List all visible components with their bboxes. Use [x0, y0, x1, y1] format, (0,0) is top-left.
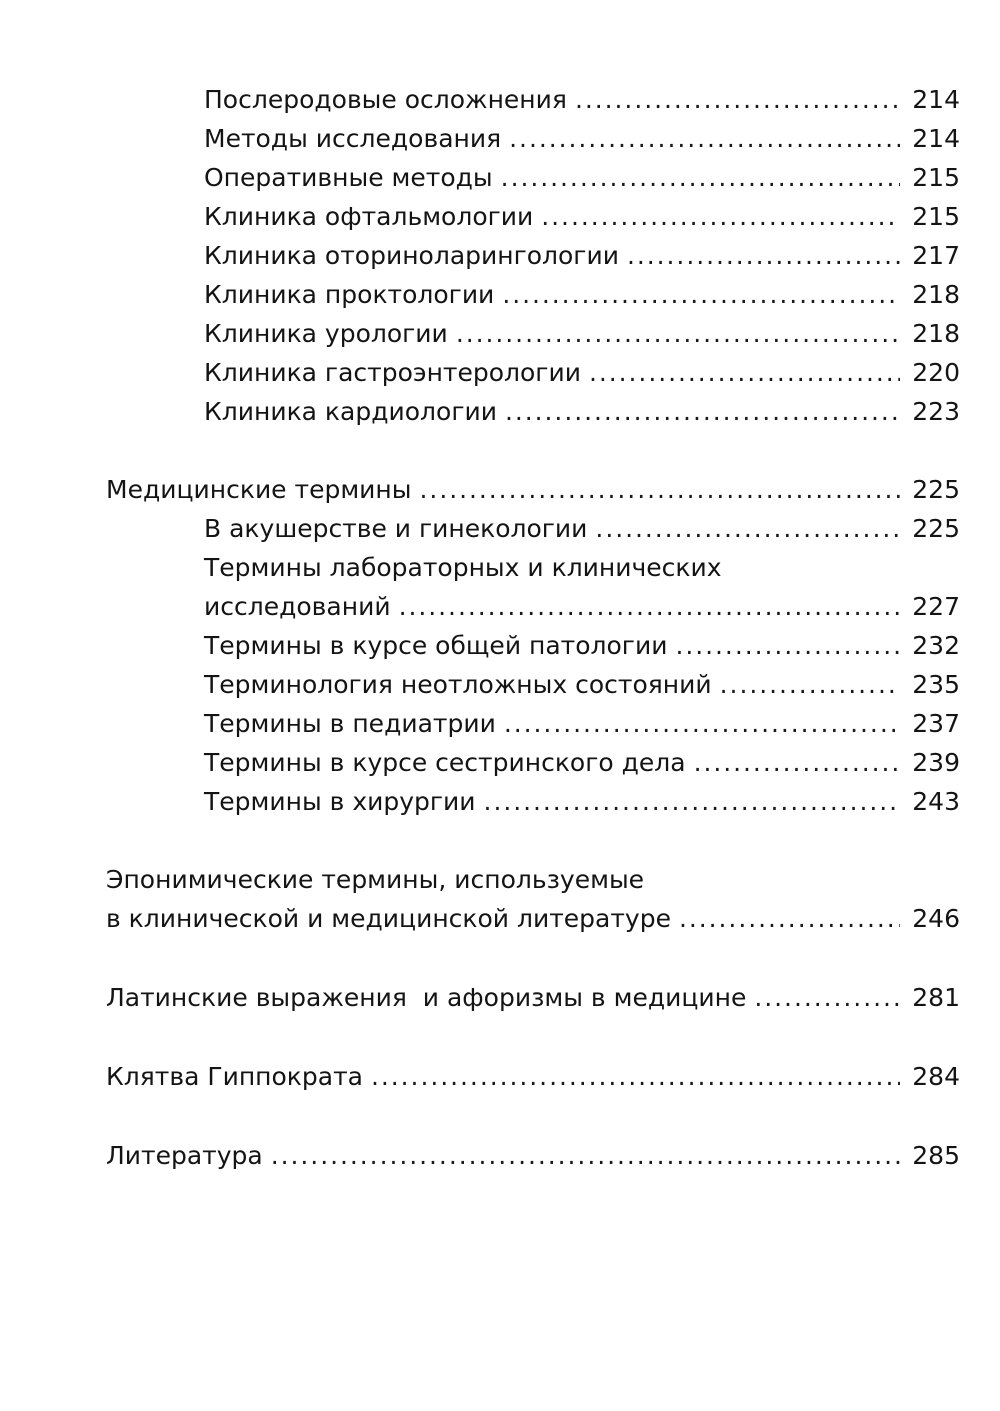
- toc-entry[interactable]: [204, 236, 960, 275]
- toc-entry[interactable]: [204, 197, 960, 236]
- toc-section-entry[interactable]: [106, 978, 960, 1017]
- toc-entry-page: 215: [912, 202, 960, 231]
- dot-leader: [509, 119, 900, 158]
- toc-entry[interactable]: [204, 314, 960, 353]
- dot-leader: [675, 626, 900, 665]
- toc-section-title: Литература: [106, 1141, 263, 1170]
- toc-entry-title: Термины в хирургии: [204, 787, 476, 816]
- dot-leader: [627, 236, 900, 275]
- toc-section-page: 225: [912, 475, 960, 504]
- dot-leader: [589, 353, 900, 392]
- toc-entry[interactable]: [204, 80, 960, 119]
- dot-leader: [484, 782, 901, 821]
- dot-leader: [371, 1057, 900, 1096]
- toc-entry-title: Клиника урологии: [204, 319, 448, 348]
- toc-section-title: Медицинские термины: [106, 475, 412, 504]
- toc-section-title: Латинские выражения и афоризмы в медицине: [106, 983, 747, 1012]
- dot-leader: [501, 158, 901, 197]
- dot-leader: [271, 1136, 901, 1175]
- toc-entry-title: Терминология неотложных состояний: [204, 670, 712, 699]
- dot-leader: [420, 470, 901, 509]
- toc-entry-title: Клиника офтальмологии: [204, 202, 534, 231]
- toc-section-title-line1[interactable]: Эпонимические термины, используемые: [106, 865, 645, 894]
- toc-entry-page: 214: [912, 124, 960, 153]
- toc-entry-title: Методы исследования: [204, 124, 502, 153]
- toc-entry[interactable]: [204, 353, 960, 392]
- toc-section-title: в клинической и медицинской литературе: [106, 904, 671, 933]
- toc-entry-title: Оперативные методы: [204, 163, 493, 192]
- toc-section-page: 285: [912, 1141, 960, 1170]
- toc-entry-title: Клиника кардиологии: [204, 397, 497, 426]
- toc-entry[interactable]: [204, 158, 960, 197]
- toc-section-page: 281: [912, 983, 960, 1012]
- dot-leader: [720, 665, 901, 704]
- toc-entry[interactable]: [204, 392, 960, 431]
- toc-entry-page: 214: [912, 85, 960, 114]
- toc-entry-title: Клиника гастроэнтерологии: [204, 358, 581, 387]
- dot-leader: [456, 314, 900, 353]
- toc-entry-page: 232: [912, 631, 960, 660]
- toc-entry[interactable]: [204, 704, 960, 743]
- toc-entry[interactable]: [204, 587, 960, 626]
- toc-entry-title: исследований: [204, 592, 391, 621]
- toc-entry-page: 217: [912, 241, 960, 270]
- toc-entry[interactable]: [204, 509, 960, 548]
- toc-entry-page: 237: [912, 709, 960, 738]
- toc-entry-title: Послеродовые осложнения: [204, 85, 567, 114]
- toc-entry-page: 239: [912, 748, 960, 777]
- toc-section-entry[interactable]: [106, 899, 960, 938]
- toc-entry-title: Термины в курсе общей патологии: [204, 631, 668, 660]
- toc-section-entry[interactable]: [106, 470, 960, 509]
- toc-entry-page: 243: [912, 787, 960, 816]
- toc-entry-page: 227: [912, 592, 960, 621]
- toc-section-title: Клятва Гиппократа: [106, 1062, 363, 1091]
- toc-entry-title-line1[interactable]: Термины лабораторных и клинических: [204, 553, 722, 582]
- toc-section-page: 246: [912, 904, 960, 933]
- toc-entry[interactable]: [204, 743, 960, 782]
- toc-entry-page: 218: [912, 319, 960, 348]
- toc-entry-title: Клиника оториноларингологии: [204, 241, 619, 270]
- toc-entry-page: 225: [912, 514, 960, 543]
- toc-section-entry[interactable]: [106, 1057, 960, 1096]
- toc-entry-page: 235: [912, 670, 960, 699]
- toc-entry[interactable]: [204, 119, 960, 158]
- toc-entry-title: В акушерстве и гинекологии: [204, 514, 588, 543]
- dot-leader: [595, 509, 900, 548]
- toc-entry[interactable]: [204, 782, 960, 821]
- dot-leader: [502, 275, 900, 314]
- dot-leader: [504, 704, 900, 743]
- toc-section-page: 284: [912, 1062, 960, 1091]
- dot-leader: [754, 978, 900, 1017]
- toc-entry-title: Термины в курсе сестринского дела: [204, 748, 686, 777]
- toc-entry-title: Термины в педиатрии: [204, 709, 496, 738]
- dot-leader: [399, 587, 901, 626]
- dot-leader: [679, 899, 900, 938]
- toc-entry-page: 215: [912, 163, 960, 192]
- toc-entry-title: Клиника проктологии: [204, 280, 495, 309]
- toc-entry[interactable]: [204, 275, 960, 314]
- dot-leader: [505, 392, 900, 431]
- toc-section-entry[interactable]: [106, 1136, 960, 1175]
- dot-leader: [541, 197, 900, 236]
- toc-entry-page: 220: [912, 358, 960, 387]
- toc-entry[interactable]: [204, 665, 960, 704]
- toc-entry-page: 223: [912, 397, 960, 426]
- toc-entry[interactable]: [204, 626, 960, 665]
- dot-leader: [575, 80, 900, 119]
- toc-entry-page: 218: [912, 280, 960, 309]
- dot-leader: [694, 743, 901, 782]
